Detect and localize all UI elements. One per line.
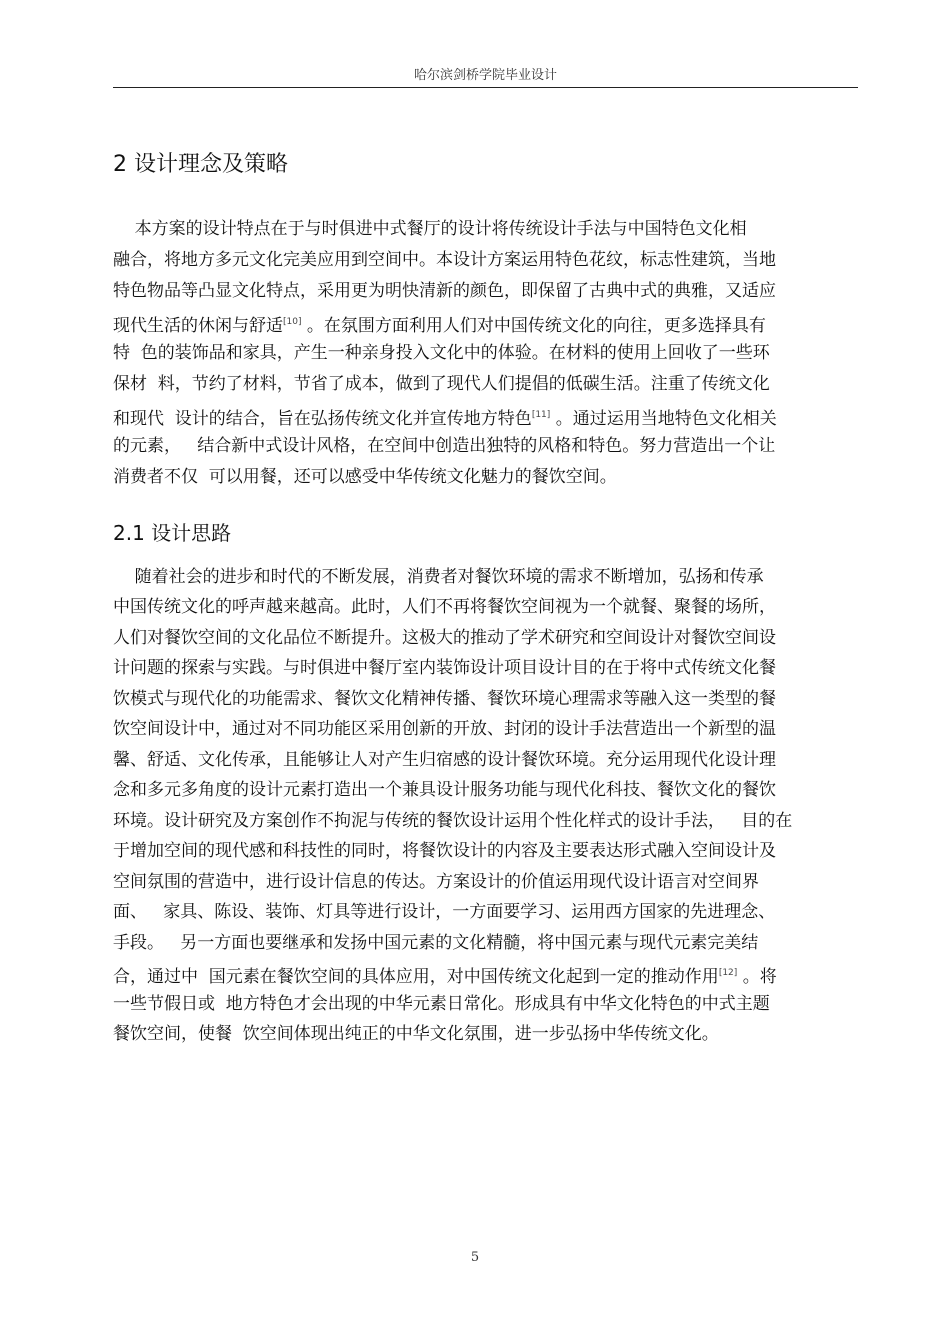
line-text: 现代生活的休闲与舒适: [113, 316, 283, 336]
section-heading: 2 设计理念及策略: [113, 152, 288, 177]
paragraph-line: 手段。 另一方面也要继承和发扬中国元素的文化精髓，将中国元素与现代元素完美结: [113, 933, 759, 953]
paragraph-line: 饮模式与现代化的功能需求、餐饮文化精神传播、餐饮环境心理需求等融入这一类型的餐: [113, 689, 776, 709]
paragraph-line: 消费者不仅 可以用餐，还可以感受中华传统文化魅力的餐饮空间。: [113, 467, 617, 487]
header-rule: [113, 87, 858, 88]
page-header: 哈尔滨剑桥学院毕业设计: [413, 68, 557, 83]
paragraph-line: 的元素， 结合新中式设计风格，在空间中创造出独特的风格和特色。努力营造出一个让: [113, 436, 776, 456]
citation-ref: [12]: [718, 968, 738, 978]
paragraph-line: 馨、舒适、文化传承，且能够让人对产生归宿感的设计餐饮环境。充分运用现代化设计理: [113, 750, 776, 770]
paragraph-line: 特色物品等凸显文化特点，采用更为明快清新的颜色，即保留了古典中式的典雅，又适应: [113, 281, 776, 301]
paragraph-line: 融合，将地方多元文化完美应用到空间中。本设计方案运用特色花纹，标志性建筑，当地: [113, 250, 776, 270]
paragraph-line: 计问题的探索与实践。与时俱进中餐厅室内装饰设计项目设计目的在于将中式传统文化餐: [113, 658, 776, 678]
paragraph-line: 随着社会的进步和时代的不断发展，消费者对餐饮环境的需求不断增加，弘扬和传承: [113, 567, 764, 587]
line-text: 和现代 设计的结合，旨在弘扬传统文化并宣传地方特色: [113, 409, 532, 429]
paragraph-line: [113, 958, 777, 988]
paragraph-line: 饮空间设计中，通过对不同功能区采用创新的开放、封闭的设计手法营造出一个新型的温: [113, 719, 776, 739]
citation-ref: [10]: [283, 317, 302, 327]
subsection-heading: 2.1 设计思路: [113, 521, 232, 545]
paragraph-line: [113, 307, 766, 337]
paragraph-line: 餐饮空间，使餐 饮空间体现出纯正的中华文化氛围，进一步弘扬中华传统文化。: [113, 1024, 719, 1044]
paragraph-line: 特 色的装饰品和家具，产生一种亲身投入文化中的体验。在材料的使用上回收了一些环: [113, 343, 770, 363]
paragraph-line: 本方案的设计特点在于与时俱进中式餐厅的设计将传统设计手法与中国特色文化相: [113, 219, 747, 239]
paragraph-line: 一些节假日或 地方特色才会出现的中华元素日常化。形成具有中华文化特色的中式主题: [113, 994, 770, 1014]
paragraph-line: 念和多元多角度的设计元素打造出一个兼具设计服务功能与现代化科技、餐饮文化的餐饮: [113, 780, 776, 800]
paragraph-line: 保材 料，节约了材料，节省了成本，做到了现代人们提倡的低碳生活。注重了传统文化: [113, 374, 770, 394]
paragraph-line: 人们对餐饮空间的文化品位不断提升。这极大的推动了学术研究和空间设计对餐饮空间设: [113, 628, 776, 648]
paragraph-line: 中国传统文化的呼声越来越高。此时，人们不再将餐饮空间视为一个就餐、聚餐的场所，: [113, 597, 776, 617]
line-text: 。将: [737, 967, 777, 987]
line-text: 。在氛围方面利用人们对中国传统文化的向往，更多选择具有: [301, 316, 766, 336]
paragraph-line: 于增加空间的现代感和科技性的同时，将餐饮设计的内容及主要表达形式融入空间设计及: [113, 841, 776, 861]
citation-ref: [11]: [531, 410, 551, 420]
line-text: 。通过运用当地特色文化相关: [550, 409, 777, 429]
paragraph-line: 空间氛围的营造中，进行设计信息的传达。方案设计的价值运用现代设计语言对空间界: [113, 872, 759, 892]
paragraph-line: [113, 400, 777, 430]
line-text: 合，通过中 国元素在餐饮空间的具体应用，对中国传统文化起到一定的推动作用: [113, 967, 719, 987]
page-number: 5: [470, 1250, 480, 1265]
paragraph-line: 面、 家具、陈设、装饰、灯具等进行设计，一方面要学习、运用西方国家的先进理念、: [113, 902, 776, 922]
paragraph-line: 环境。设计研究及方案创作不拘泥与传统的餐饮设计运用个性化样式的设计手法， 目的在: [113, 811, 793, 831]
